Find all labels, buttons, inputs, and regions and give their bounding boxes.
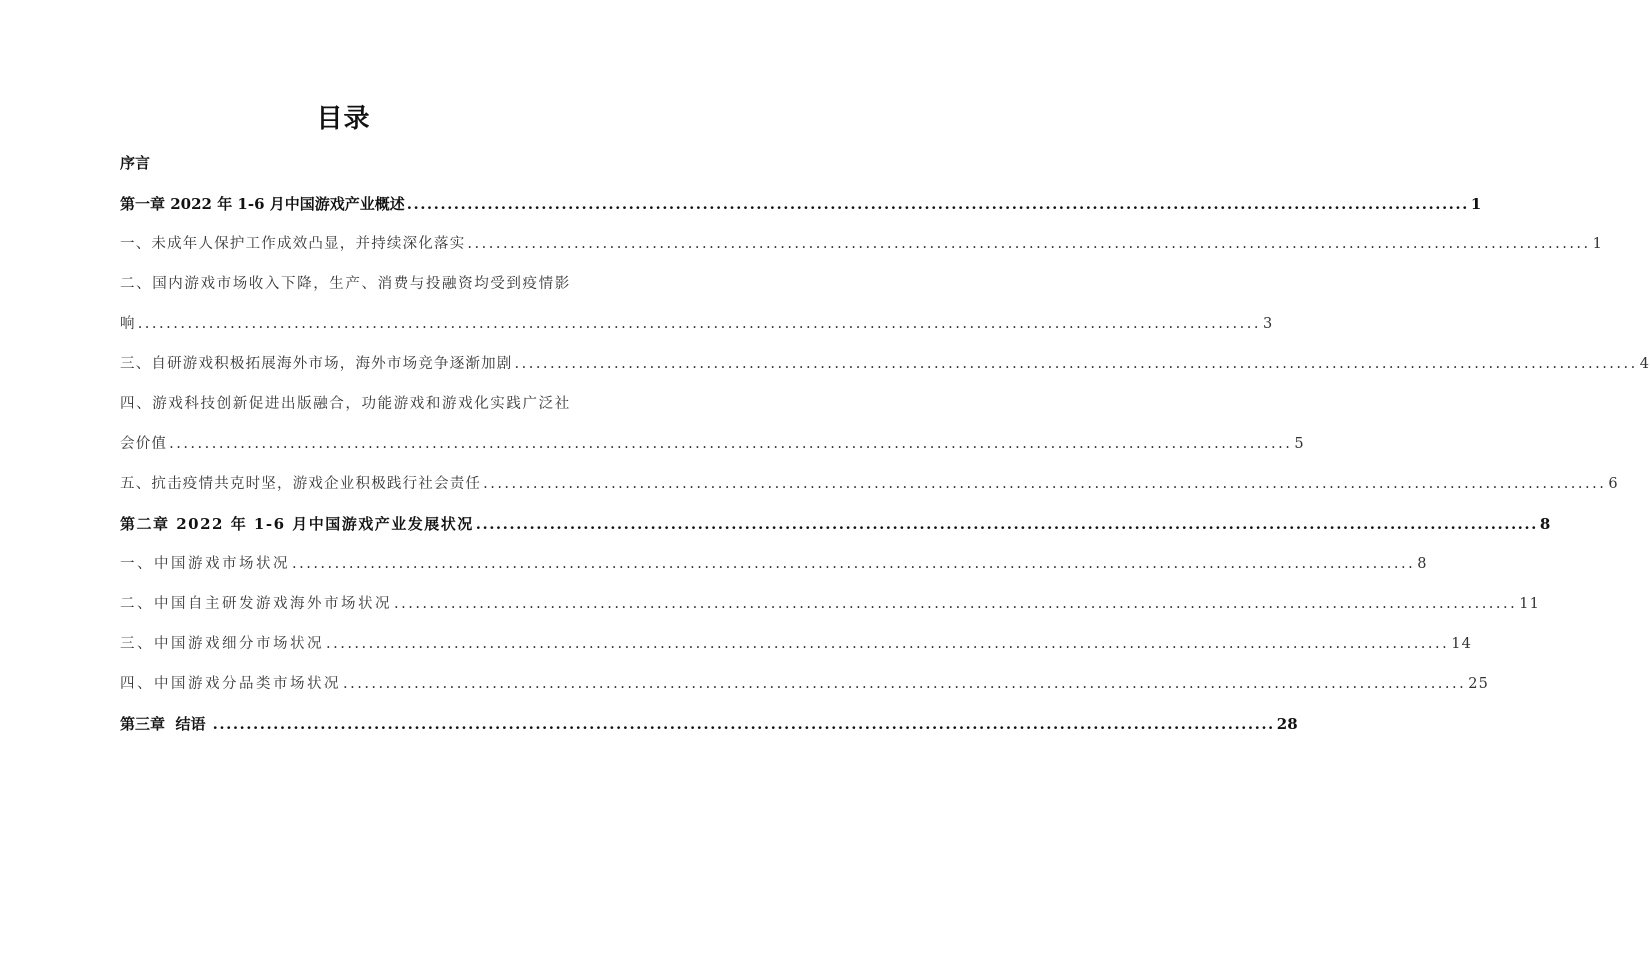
toc-leader: .............................................................................................................................................................. <box>326 636 1450 652</box>
toc-chapter-1[interactable] <box>120 193 1482 215</box>
toc-section-1-1[interactable] <box>120 233 1604 255</box>
toc-section-2-2[interactable] <box>120 593 1541 615</box>
toc-leader: .............................................................................................................................................................. <box>475 515 1538 533</box>
toc-entry-text: 四、游戏科技创新促进出版融合，功能游戏和游戏化实践广泛社 <box>120 396 571 412</box>
toc-leader: .............................................................................................................................................................. <box>343 676 1467 692</box>
toc-entry-text-cont: 响 <box>120 316 136 332</box>
toc-page-number: 8 <box>1417 556 1428 572</box>
toc-section-2-1[interactable] <box>120 553 1428 575</box>
toc-section-2-3[interactable] <box>120 633 1473 655</box>
toc-leader: .............................................................................................................................................................. <box>292 556 1416 572</box>
toc-entry-text-cont: 会价值 <box>120 436 168 452</box>
toc-entry-text: 四、中国游戏分品类市场状况 <box>120 676 341 692</box>
toc-page-number: 5 <box>1294 436 1305 452</box>
toc-entry-text: 第二章 2022 年 1-6 月中国游戏产业发展状况 <box>120 515 474 533</box>
toc-section-1-3[interactable] <box>120 353 1650 375</box>
toc-section-2-4[interactable] <box>120 673 1490 695</box>
toc-entry-text: 二、中国自主研发游戏海外市场状况 <box>120 596 392 612</box>
toc-page-number: 11 <box>1519 596 1541 612</box>
page-title: 目录 <box>316 104 371 134</box>
toc-section-1-5[interactable] <box>120 473 1619 495</box>
toc-entry-text: 一、未成年人保护工作成效凸显，并持续深化落实 <box>120 236 466 252</box>
toc-entry-text: 二、国内游戏市场收入下降，生产、消费与投融资均受到疫情影 <box>120 276 571 292</box>
toc-page-number: 1 <box>1592 236 1604 252</box>
toc-entry-text: 三、自研游戏积极拓展海外市场，海外市场竞争逐渐加剧 <box>120 356 513 372</box>
toc-leader: .............................................................................................................................................................. <box>467 236 1591 252</box>
toc-preface: 序言 <box>120 154 151 172</box>
toc-entry-text: 一、中国游戏市场状况 <box>120 556 290 572</box>
toc-section-1-2-cont[interactable] <box>120 313 1274 335</box>
toc-leader: .............................................................................................................................................................. <box>514 356 1638 372</box>
toc-section-1-4-cont[interactable] <box>120 433 1305 455</box>
toc-page-number: 1 <box>1470 195 1482 213</box>
toc-page-number: 28 <box>1276 715 1298 733</box>
toc-page-number: 14 <box>1451 636 1473 652</box>
toc-leader: .............................................................................................................................................................. <box>394 596 1518 612</box>
toc-entry-text: 第三章 结语 <box>120 715 211 733</box>
toc-leader: .............................................................................................................................................................. <box>212 715 1275 733</box>
toc-leader: .............................................................................................................................................................. <box>483 476 1607 492</box>
toc-page-number: 6 <box>1608 476 1619 492</box>
toc-entry-text: 五、抗击疫情共克时坚，游戏企业积极践行社会责任 <box>120 476 482 492</box>
toc-page-number: 25 <box>1468 676 1490 692</box>
toc-page-number: 4 <box>1639 356 1650 372</box>
toc-page-number: 3 <box>1262 316 1274 332</box>
toc-leader: .............................................................................................................................................................. <box>169 436 1293 452</box>
toc-entry-text: 第一章 2022 年 1-6 月中国游戏产业概述 <box>120 195 405 213</box>
toc-entry-text: 三、中国游戏细分市场状况 <box>120 636 324 652</box>
toc-page-number: 8 <box>1539 515 1551 533</box>
toc-chapter-2[interactable] <box>120 513 1551 535</box>
toc-chapter-3[interactable] <box>120 713 1298 735</box>
toc-leader: .............................................................................................................................................................. <box>137 316 1261 332</box>
toc-section-1-2[interactable] <box>120 273 571 295</box>
toc-section-1-4[interactable] <box>120 393 571 415</box>
toc-leader: .............................................................................................................................................................. <box>406 195 1469 213</box>
